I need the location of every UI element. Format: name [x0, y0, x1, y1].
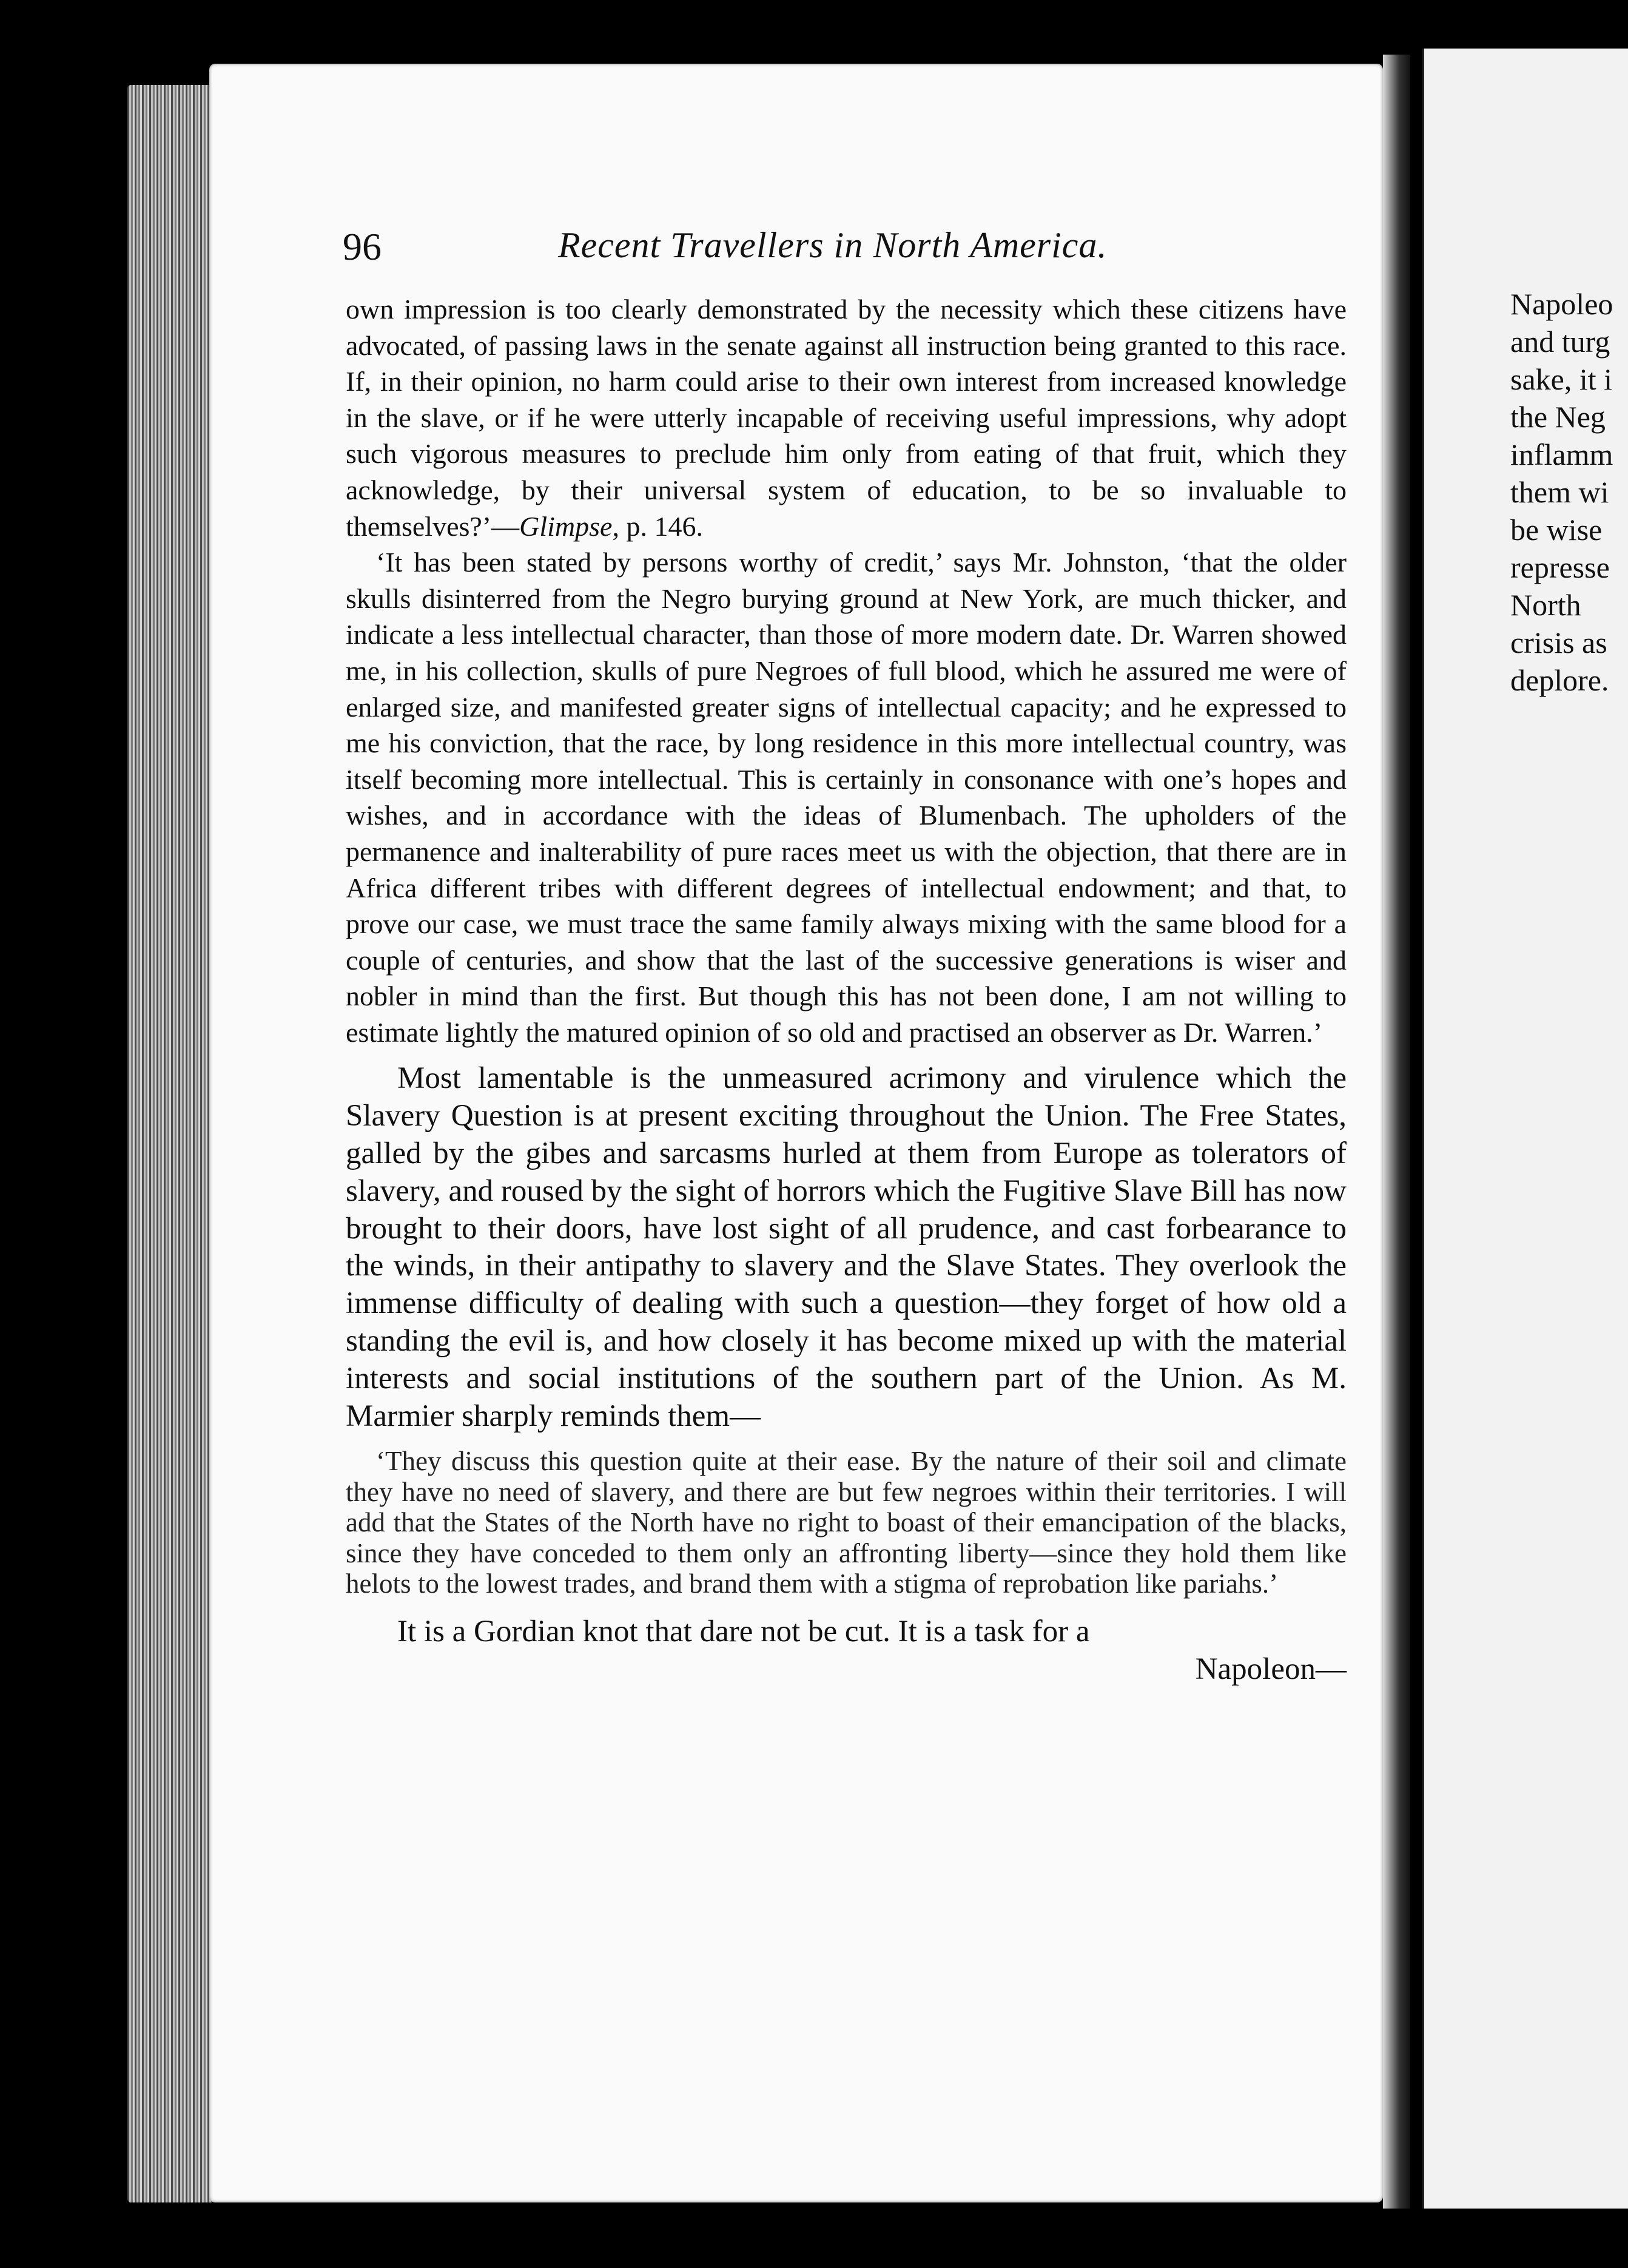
right-line: be wise	[1510, 513, 1603, 547]
catchword: Napoleon—	[1195, 1652, 1347, 1686]
right-line: Napoleo	[1510, 287, 1613, 321]
citation-title: Glimpse	[519, 510, 613, 542]
right-line: sake, it i	[1510, 362, 1613, 396]
right-line: and turg	[1510, 325, 1610, 359]
page-header	[343, 212, 1125, 279]
citation-page: , p. 146.	[612, 510, 703, 542]
paragraph-5	[346, 1613, 1347, 1688]
paragraph-4-quote: ‘They discuss this question quite at their ease. By the nature of their soil and climate they have no need of slavery, and there are but few negroes within their territories. I will add that the States of the North have no right to boast of their emancipation of the blacks, since they have conceded to them only an affronting liberty—since they hold them like helots to the lowest trades, and brand them with a stigma of reprobation like pariahs.’	[346, 1446, 1347, 1599]
paragraph-1-text: own impression is too clearly demonstrated by the necessity which these citizens have advocated, of passing laws in the senate against all instruction being granted to this race. If, in their opinion, no harm could arise to their own interest from increased knowledge in the slave, or if he were utterly incapable of receiving useful impressions, why adopt such vigorous measures to preclude him only from eating of that fruit, which they acknowledge, by their universal system of education, to be so invaluable to themselves?’—	[346, 294, 1347, 542]
page-body	[346, 291, 1347, 1688]
paragraph-2-quote: ‘It has been stated by persons worthy of credit,’ says Mr. Johnston, ‘that the older skulls disinterred from the Negro burying ground at New York, are much thicker, and indicate a less intellectual character, than those of more modern date. Dr. Warren showed me, in his collection, skulls of pure Negroes of full blood, which he assured me were of enlarged size, and manifested greater signs of intellectual capacity; and he expressed to me his conviction, that the race, by long residence in this more intellectual country, was itself becoming more intellectual. This is certainly in consonance with one’s hopes and wishes, and in accordance with the ideas of Blumenbach. The upholders of the permanence and inalterability of pure races meet us with the objection, that there are in Africa different tribes with different degrees of intellectual endowment; and that, to prove our case, we must trace the same family always mixing with the same blood for a couple of centuries, and show that the last of the successive generations is wiser and nobler in mind than the first. But though this has not been done, I am not willing to estimate lightly the matured opinion of so old and practised an observer as Dr. Warren.’	[346, 547, 1347, 1048]
right-line: represse	[1510, 550, 1610, 584]
right-line: deplore.	[1510, 663, 1609, 697]
right-line: the Neg	[1510, 400, 1606, 434]
book-gutter	[1383, 55, 1410, 2209]
paragraph-5-text: It is a Gordian knot that dare not be cut. It is a task for a	[397, 1614, 1090, 1649]
paragraph-1	[346, 291, 1347, 544]
page-number: 96	[343, 225, 382, 268]
right-line: crisis as	[1510, 626, 1607, 660]
paragraph-3: Most lamentable is the unmeasured acrimony and virulence which the Slavery Question is at present exciting throughout the Union. The Free States, galled by the gibes and sarcasms hurled at them from Europe as tolerators of slavery, and roused by the sight of horrors which the Fugitive Slave Bill has now brought to their doors, have lost sight of all prudence, and cast forbearance to the winds, in their antipathy to slavery and the Slave States. They overlook the immense difficulty of dealing with such a question—they forget of how old a standing the evil is, and how closely it has become mixed up with the material interests and social institutions of the southern part of the Union. As M. Marmier sharply reminds them—	[346, 1061, 1347, 1433]
right-page-text	[1510, 285, 1628, 699]
book-page-edges	[127, 85, 212, 2202]
right-line: inflamm	[1510, 437, 1613, 471]
right-line: them wi	[1510, 475, 1609, 509]
right-line: North	[1510, 588, 1581, 622]
running-title: Recent Travellers in North America.	[558, 225, 1108, 265]
